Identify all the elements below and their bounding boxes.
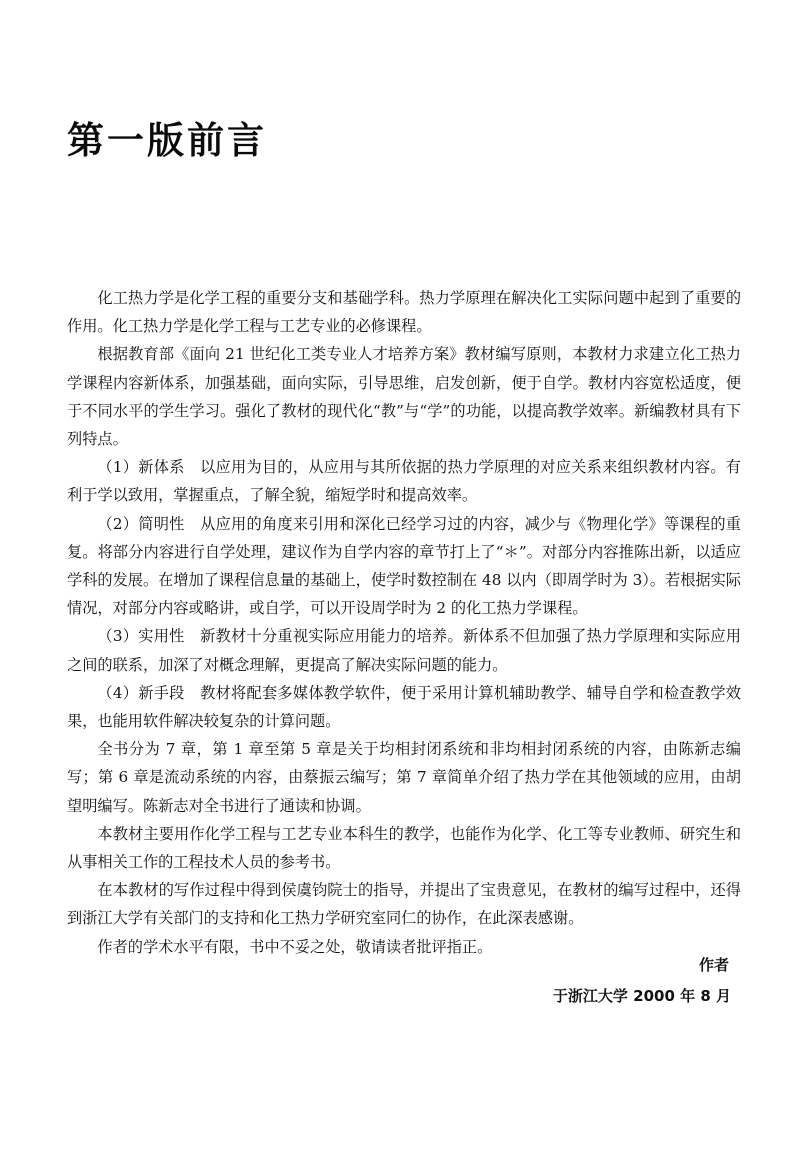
signature-block [553, 950, 731, 1012]
paragraph-closing: 作者的学术水平有限，书中不妥之处，敬请读者批评指正。 [97, 937, 493, 956]
paragraph-new-means: （4）新手段 教材将配套多媒体教学软件，便于采用计算机辅助教学、辅导自学和检查教学效果，也能用软件解决较复杂的计算问题。 [67, 683, 741, 731]
preface-body [67, 284, 741, 961]
page-title: 第一版前言 [67, 119, 267, 162]
paragraph-principles: 根据教育部《面向 21 世纪化工类专业人才培养方案》教材编写原则，本教材力求建立化工热力学课程内容新体系，加强基础，面向实际，引导思维，启发创新，便于自学。教材内容宽松适度，便于不同水平的学生学习。强化了教材的现代化“教”与“学”的功能，以提高教学效率。新编教材具有下列特点。 [67, 345, 741, 449]
paragraph-new-system: （1）新体系 以应用为目的，从应用与其所依据的热力学原理的对应关系来组织教材内容。有利于学以致用，掌握重点，了解全貌，缩短学时和提高效率。 [67, 458, 741, 505]
paragraph-chapters: 全书分为 7 章，第 1 章至第 5 章是关于均相封闭系统和非均相封闭系统的内容，由陈新志编写；第 6 章是流动系统的内容，由蔡振云编写；第 7 章简单介绍了热力学在其他领域的应用，由胡望明编写。陈新志对全书进行了通读和协调。 [67, 740, 741, 815]
paragraph-practicality: （3）实用性 新教材十分重视实际应用能力的培养。新体系不但加强了热力学原理和实际应用之间的联系，加深了对概念理解，更提高了解决实际问题的能力。 [67, 627, 741, 674]
paragraph-intro: 化工热力学是化学工程的重要分支和基础学科。热力学原理在解决化工实际问题中起到了重要的作用。化工热力学是化学工程与工艺专业的必修课程。 [67, 289, 741, 336]
signature-author: 作者 [698, 956, 729, 974]
paragraph-conciseness: （2）简明性 从应用的角度来引用和深化已经学习过的内容，减少与《物理化学》等课程的重复。将部分内容进行自学处理，建议作为自学内容的章节打上了“＊”。对部分内容推陈出新，以适应学科的发展。在增加了课程信息量的基础上，使学时数控制在 48 以内（即周学时为 3）。若根据实际情况，对部分内容或略讲，或自学，可以开设周学时为 2 的化工热力学课程。 [67, 514, 741, 618]
paragraph-audience: 本教材主要用作化学工程与工艺专业本科生的教学，也能作为化学、化工等专业教师、研究生和从事相关工作的工程技术人员的参考书。 [67, 824, 741, 872]
signature-place-date: 于浙江大学 2000 年 8 月 [552, 987, 731, 1005]
paragraph-acknowledgement: 在本教材的写作过程中得到侯虞钧院士的指导，并提出了宝贵意见，在教材的编写过程中，还得到浙江大学有关部门的支持和化工热力学研究室同仁的协作，在此深表感谢。 [67, 881, 741, 928]
